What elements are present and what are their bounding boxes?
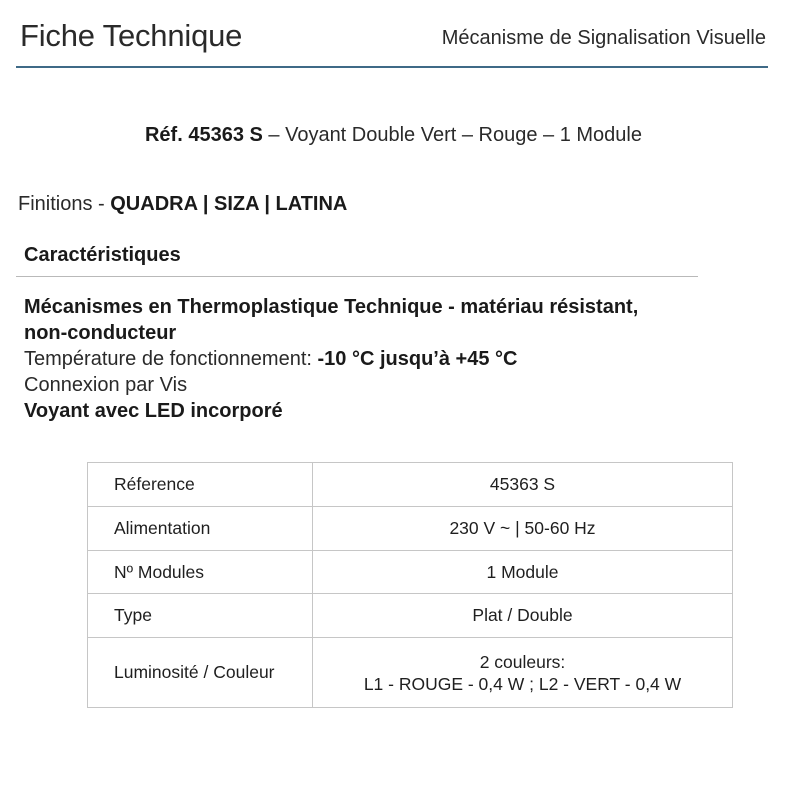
spec-value-line1: 2 couleurs: <box>479 651 566 672</box>
section-title-caracteristiques: Caractéristiques <box>16 244 698 277</box>
feature-connexion: Connexion par Vis <box>24 374 188 396</box>
spec-value: Plat / Double <box>313 594 733 638</box>
spec-key: Type <box>88 594 313 638</box>
spec-value: 230 V ~ | 50-60 Hz <box>313 507 733 551</box>
feature-led: Voyant avec LED incorporé <box>24 400 283 422</box>
product-reference-line <box>0 124 787 147</box>
table-row <box>88 594 733 638</box>
spec-key: Nº Modules <box>88 551 313 594</box>
finitions-items: QUADRA | SIZA | LATINA <box>110 193 348 215</box>
spec-value: 45363 S <box>313 463 733 507</box>
finitions-line <box>18 193 347 216</box>
table-row <box>88 507 733 551</box>
page-subtitle: Mécanisme de Signalisation Visuelle <box>441 27 766 49</box>
specs-table <box>87 462 733 708</box>
spec-value-line2: L1 - ROUGE - 0,4 W ; L2 - VERT - 0,4 W <box>363 673 682 694</box>
spec-value: 1 Module <box>313 551 733 594</box>
table-row <box>88 638 733 708</box>
spec-value <box>313 638 733 708</box>
features-list <box>24 294 744 424</box>
spec-key: Luminosité / Couleur <box>88 638 313 708</box>
feature-material-line2: non-conducteur <box>24 322 177 344</box>
spec-key: Alimentation <box>88 507 313 551</box>
page-header <box>16 14 768 68</box>
product-reference: Réf. 45363 S <box>144 124 263 146</box>
finitions-label: Finitions - <box>18 193 111 215</box>
feature-temperature-label: Température de fonctionnement: <box>24 348 318 370</box>
feature-temperature <box>24 346 744 372</box>
table-row <box>88 551 733 594</box>
page-title: Fiche Technique <box>20 18 243 53</box>
feature-temperature-value: -10 °C jusqu’à +45 °C <box>317 348 518 370</box>
product-description: – Voyant Double Vert – Rouge – 1 Module <box>262 124 642 146</box>
feature-material-line1: Mécanismes en Thermoplastique Technique - matériau résistant, <box>24 296 639 318</box>
table-row <box>88 463 733 507</box>
spec-key: Réference <box>88 463 313 507</box>
